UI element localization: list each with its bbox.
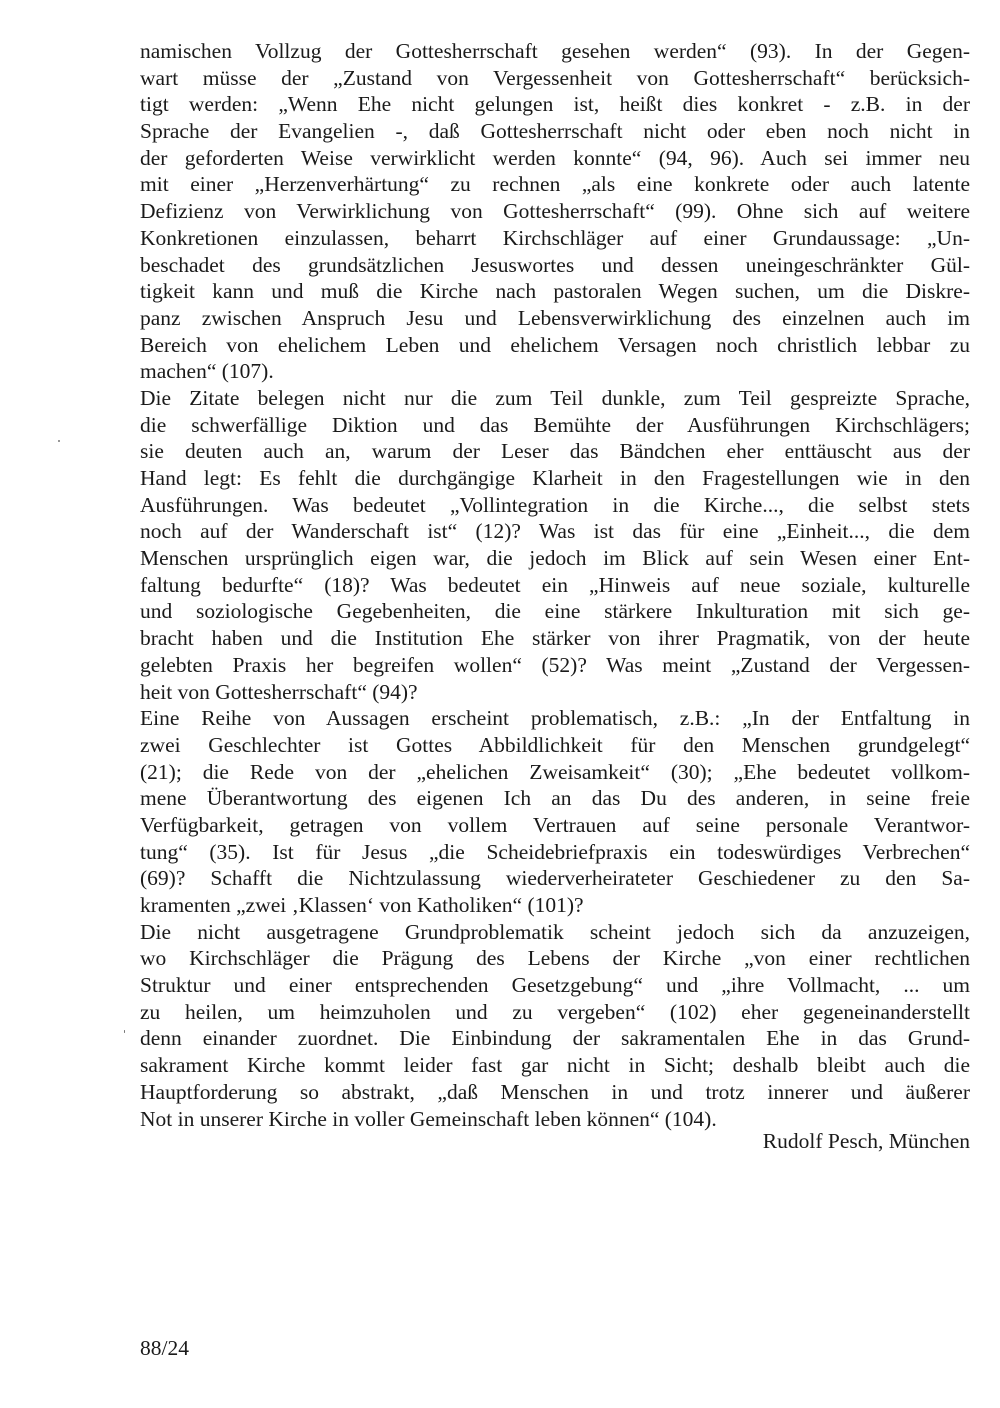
- text-line: Not in unserer Kirche in voller Gemeinschaft leben können“ (104).: [140, 1106, 717, 1131]
- page-number: 88/24: [140, 1336, 189, 1360]
- text-line: Konkretionen einzulassen, beharrt Kirchschläger auf einer Grundaussage: „Un-: [140, 225, 970, 250]
- text-line: kramenten „zwei ‚Klassen‘ von Katholiken“ (101)?: [140, 893, 584, 917]
- text-line: Die Zitate belegen nicht nur die zum Teil dunkle, zum Teil gespreizte Sprache,: [140, 385, 970, 410]
- text-line: sie deuten auch an, warum der Leser das Bändchen eher enttäuscht aus der: [140, 439, 970, 464]
- text-line: Bereich von ehelichem Leben und ehelichem Versagen noch christlich lebbar zu: [140, 332, 970, 357]
- text-line: beschadet des grundsätzlichen Jesuswortes und dessen uneingeschränkter Gül-: [140, 252, 970, 277]
- text-line: wo Kirchschläger die Prägung des Lebens der Kirche „von einer rechtlichen: [140, 946, 970, 971]
- scan-speck: [124, 1030, 125, 1033]
- text-line: Sprache der Evangelien -, daß Gottesherrschaft nicht oder eben noch nicht in: [140, 119, 970, 144]
- text-line: Defizienz von Verwirklichung von Gottesherrschaft“ (99). Ohne sich auf weitere: [140, 199, 970, 224]
- text-line: zu heilen, um heimzuholen und zu vergeben“ (102) eher gegeneinanderstellt: [140, 999, 970, 1024]
- text-line: Struktur und einer entsprechenden Gesetzgebung“ und „ihre Vollmacht, ... um: [140, 973, 970, 998]
- review-body: [140, 38, 970, 1132]
- text-line: gelebten Praxis her begreifen wollen“ (52)? Was meint „Zustand der Vergessen-: [140, 652, 970, 677]
- text-line: Verfügbarkeit, getragen von vollem Vertrauen auf seine personale Verantwor-: [140, 812, 970, 837]
- text-line: sakrament Kirche kommt leider fast gar nicht in Sicht; deshalb bleibt auch die: [140, 1053, 970, 1078]
- text-line: bracht haben und die Institution Ehe stärker von ihrer Pragmatik, von der heute: [140, 626, 970, 651]
- text-line: die schwerfällige Diktion und das Bemühte der Ausführungen Kirchschlägers;: [140, 412, 970, 437]
- text-line: machen“ (107).: [140, 359, 274, 384]
- text-line: denn einander zuordnet. Die Einbindung der sakramentalen Ehe in das Grund-: [140, 1026, 970, 1051]
- text-line: faltung bedurfte“ (18)? Was bedeutet ein „Hinweis auf neue soziale, kulturelle: [140, 572, 970, 597]
- text-line: wart müsse der „Zustand von Vergessenheit von Gottesherrschaft“ berücksich-: [140, 65, 970, 90]
- text-line: Hauptforderung so abstrakt, „daß Menschen in und trotz innerer und äußerer: [140, 1079, 970, 1104]
- text-line: tung“ (35). Ist für Jesus „die Scheidebriefpraxis ein todeswürdiges Verbrechen“: [140, 839, 970, 864]
- text-line: Menschen ursprünglich eigen war, die jedoch im Blick auf sein Wesen einer Ent-: [140, 546, 970, 571]
- text-line: (69)? Schafft die Nichtzulassung wiederverheirateter Geschiedener zu den Sa-: [140, 866, 970, 891]
- text-line: Ausführungen. Was bedeutet „Vollintegration in die Kirche..., die selbst stets: [140, 492, 970, 517]
- text-line: namischen Vollzug der Gottesherrschaft gesehen werden“ (93). In der Gegen-: [140, 39, 970, 63]
- text-line: und soziologische Gegebenheiten, die eine stärkere Inkulturation mit sich ge-: [140, 599, 970, 624]
- text-line: noch auf der Wanderschaft ist“ (12)? Was ist das für eine „Einheit..., die dem: [140, 519, 970, 544]
- paragraph: [140, 38, 970, 385]
- text-line: (21); die Rede von der „ehelichen Zweisamkeit“ (30); „Ehe bedeutet vollkom-: [140, 759, 970, 784]
- text-line: tigkeit kann und muß die Kirche nach pastoralen Wegen suchen, um die Diskre-: [140, 279, 970, 304]
- text-line: Die nicht ausgetragene Grundproblematik scheint jedoch sich da anzuzeigen,: [140, 919, 970, 944]
- text-line: Eine Reihe von Aussagen erscheint problematisch, z.B.: „In der Entfaltung in: [140, 706, 970, 731]
- text-line: heit von Gottesherrschaft“ (94)?: [140, 679, 418, 704]
- paragraph: [140, 705, 970, 919]
- text-line: mit einer „Herzenverhärtung“ zu rechnen „als eine konkrete oder auch latente: [140, 172, 970, 197]
- text-line: der geforderten Weise verwirklicht werden konnte“ (94, 96). Auch sei immer neu: [140, 145, 970, 170]
- text-line: panz zwischen Anspruch Jesu und Lebensverwirklichung des einzelnen auch im: [140, 305, 970, 330]
- text-line: tigt werden: „Wenn Ehe nicht gelungen ist, heißt dies konkret - z.B. in der: [140, 92, 970, 117]
- text-line: zwei Geschlechter ist Gottes Abbildlichkeit für den Menschen grundgelegt“: [140, 732, 970, 757]
- paragraph: [140, 385, 970, 705]
- document-page: [140, 0, 970, 1408]
- scan-speck: [58, 440, 60, 442]
- text-line: Hand legt: Es fehlt die durchgängige Klarheit in den Fragestellungen wie in den: [140, 466, 970, 490]
- text-line: mene Überantwortung des eigenen Ich an das Du des anderen, in seine freie: [140, 786, 970, 811]
- paragraph: [140, 919, 970, 1133]
- author-signature: Rudolf Pesch, München: [762, 1129, 970, 1153]
